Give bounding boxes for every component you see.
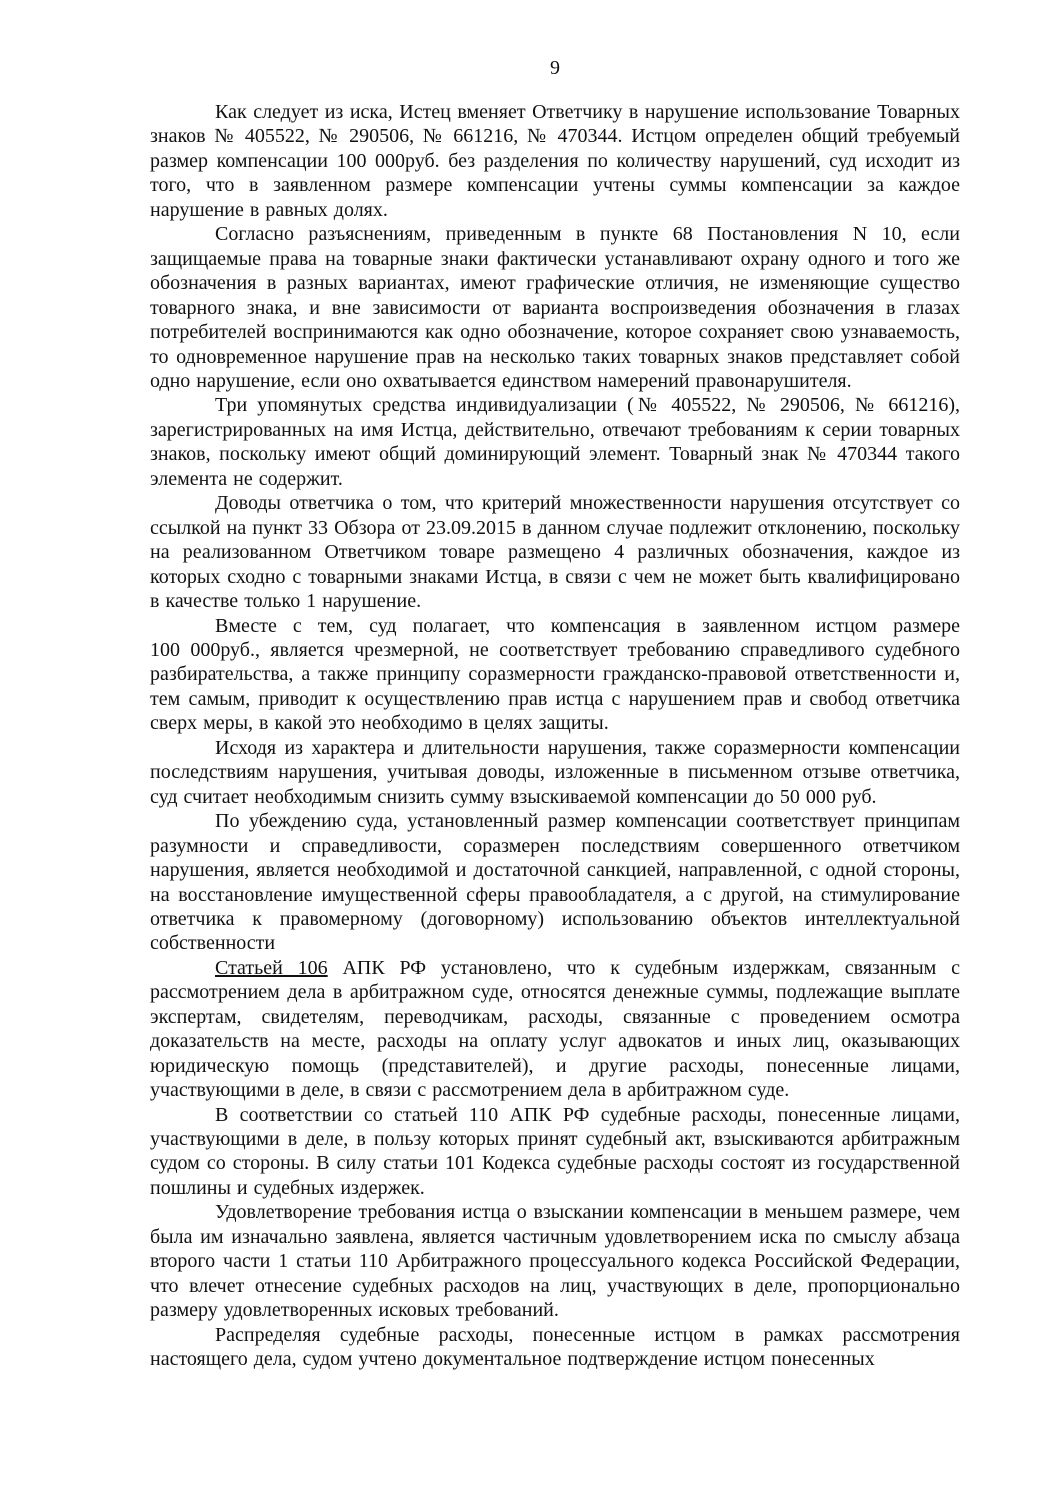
paragraph: Вместе с тем, суд полагает, что компенсация в заявленном истцом размере 100 000руб., является чрезмерной, не соответствует требованию справедливого судебного разбирательства, а также принципу соразмерности гражданско-правовой ответственности и, тем самым, приводит к осуществлению прав истца с нарушением прав и свобод ответчика сверх меры, в какой это необходимо в целях защиты.	[150, 614, 960, 735]
paragraph: Исходя из характера и длительности нарушения, также соразмерности компенсации последствиям нарушения, учитывая доводы, изложенные в письменном отзыве ответчика, суд считает необходимым снизить сумму взыскиваемой компенсации до 50 000 руб.	[150, 736, 960, 808]
paragraph: Как следует из иска, Истец вменяет Ответчику в нарушение использование Товарных знаков № 405522, № 290506, № 661216, № 470344. Истцом определен общий требуемый размер компенсации 100 000руб. без разделения по количеству нарушений, суд исходит из того, что в заявленном размере компенсации учтены суммы компенсации за каждое нарушение в равных долях.	[150, 101, 960, 221]
paragraph: Три упомянутых средства индивидуализации (№ 405522, № 290506, № 661216), зарегистрированных на имя Истца, действительно, отвечают требованиям к серии товарных знаков, поскольку имеют общий доминирующий элемент. Товарный знак № 470344 такого элемента не содержит.	[150, 394, 960, 490]
paragraph: Доводы ответчика о том, что критерий множественности нарушения отсутствует со ссылкой на пункт 33 Обзора от 23.09.2015 в данном случае подлежит отклонению, поскольку на реализованном Ответчиком товаре размещено 4 различных обозначения, каждое из которых сходно с товарными знаками Истца, в связи с чем не может быть квалифицировано в качестве только 1 нарушение.	[150, 492, 960, 613]
paragraph: В соответствии со статьей 110 АПК РФ судебные расходы, понесенные лицами, участвующими в деле, в пользу которых принят судебный акт, взыскиваются арбитражным судом со стороны. В силу статьи 101 Кодекса судебные расходы состоят из государственной пошлины и судебных издержек.	[150, 1103, 960, 1199]
document-body	[150, 100, 960, 1372]
statute-citation-underlined: Статьей 106	[215, 956, 328, 979]
paragraph	[150, 956, 960, 1103]
paragraph: Согласно разъяснениям, приведенным в пункте 68 Постановления N 10, если защищаемые права на товарные знаки фактически устанавливают охрану одного и того же обозначения в разных вариантах, имеют графические отличия, не изменяющие существо товарного знака, и вне зависимости от варианта воспроизведения обозначения в глазах потребителей воспринимаются как одно обозначение, которое сохраняет свою узнаваемость, то одновременное нарушение прав на несколько таких товарных знаков представляет собой одно нарушение, если оно охватывается единством намерений правонарушителя.	[150, 223, 960, 392]
paragraph: Распределяя судебные расходы, понесенные истцом в рамках рассмотрения настоящего дела, судом учтено документальное подтверждение истцом понесенных	[150, 1323, 960, 1371]
paragraph: Удовлетворение требования истца о взыскании компенсации в меньшем размере, чем была им изначально заявлена, является частичным удовлетворением иска по смыслу абзаца второго части 1 статьи 110 Арбитражного процессуального кодекса Российской Федерации, что влечет отнесение судебных расходов на лиц, участвующих в деле, пропорционально размеру удовлетворенных исковых требований.	[150, 1201, 960, 1322]
page-number: 9	[550, 57, 560, 79]
paragraph-text: АПК РФ установлено, что к судебным издержкам, связанным с рассмотрением дела в арбитражном суде, относятся денежные суммы, подлежащие выплате экспертам, свидетелям, переводчикам, расходы, связанные с проведением осмотра доказательств на месте, расходы на оплату услуг адвокатов и иных лиц, оказывающих юридическую помощь (представителей), и другие расходы, понесенные лицами, участвующими в деле, в связи с рассмотрением дела в арбитражном суде.	[150, 956, 960, 1102]
paragraph: По убеждению суда, установленный размер компенсации соответствует принципам разумности и справедливости, соразмерен последствиям совершенного ответчиком нарушения, является необходимой и достаточной санкцией, направленной, с одной стороны, на восстановление имущественной сферы правообладателя, а с другой, на стимулирование ответчика к правомерному (договорному) использованию объектов интеллектуальной собственности	[150, 810, 960, 955]
